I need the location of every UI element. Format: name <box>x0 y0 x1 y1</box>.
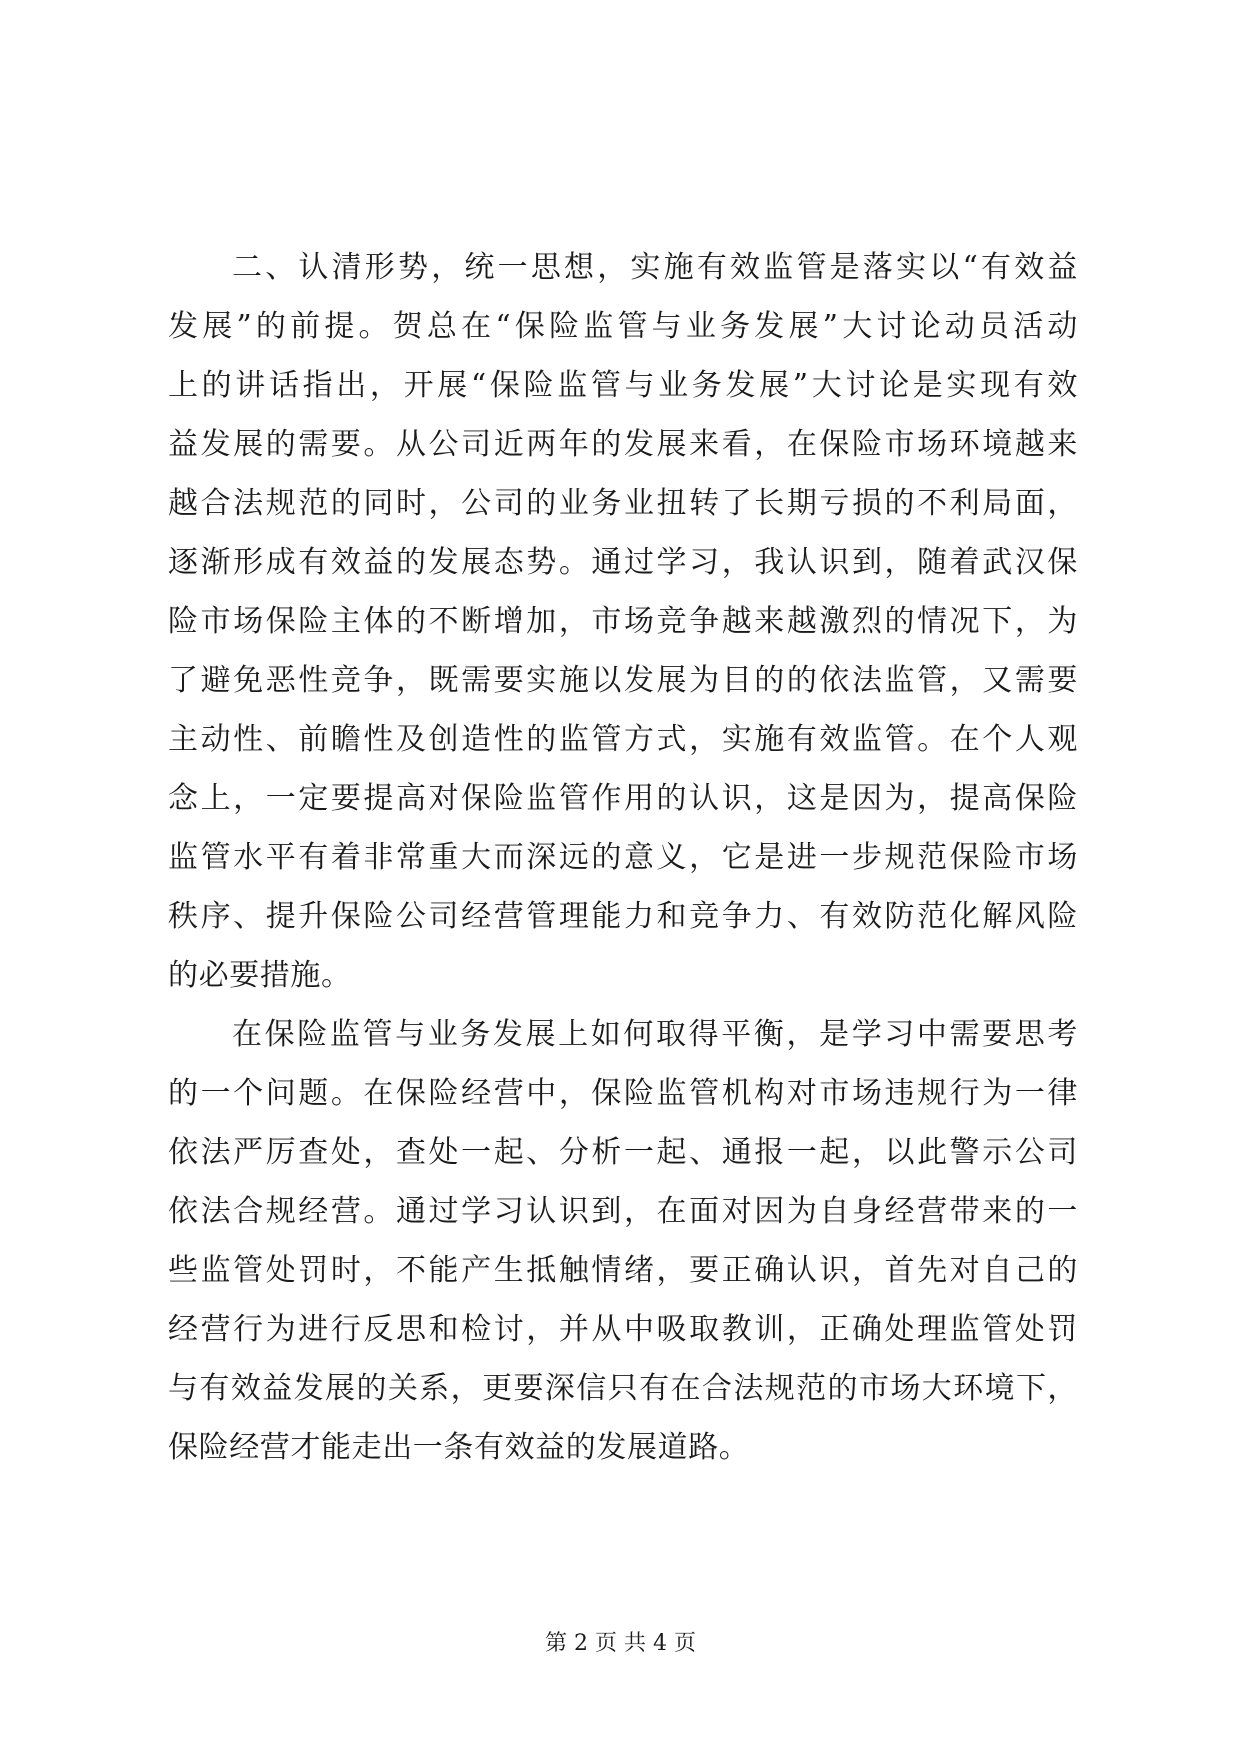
text-line: 经营行为进行反思和检讨，并从中吸取教训，正确处理监管处罚 <box>168 1312 1078 1347</box>
text-line: 逐渐形成有效益的发展态势。通过学习，我认识到，随着武汉保 <box>168 545 1078 580</box>
text-line: 秩序、提升保险公司经营管理能力和竞争力、有效防范化解风险 <box>168 899 1078 934</box>
page-number-footer: 第 2 页 共 4 页 <box>545 1631 696 1656</box>
text-line: 监管水平有着非常重大而深远的意义，它是进一步规范保险市场 <box>168 840 1078 875</box>
text-line: 险市场保险主体的不断增加，市场竞争越来越激烈的情况下，为 <box>168 604 1078 639</box>
text-line: 依法严厉查处，查处一起、分析一起、通报一起，以此警示公司 <box>168 1135 1078 1170</box>
paragraph-situation <box>168 238 1078 1005</box>
text-line: 益发展的需要。从公司近两年的发展来看，在保险市场环境越来 <box>168 427 1078 462</box>
text-line: 的必要措施。 <box>168 958 352 993</box>
text-line: 念上，一定要提高对保险监管作用的认识，这是因为，提高保险 <box>168 781 1078 816</box>
text-line: 二、认清形势，统一思想，实施有效监管是落实以“有效益 <box>232 250 1078 285</box>
text-line: 依法合规经营。通过学习认识到，在面对因为自身经营带来的一 <box>168 1194 1078 1229</box>
text-line: 保险经营才能走出一条有效益的发展道路。 <box>168 1430 750 1465</box>
text-line: 上的讲话指出，开展“保险监管与业务发展”大讨论是实现有效 <box>168 368 1078 403</box>
text-line: 在保险监管与业务发展上如何取得平衡，是学习中需要思考 <box>232 1017 1078 1052</box>
text-line: 与有效益发展的关系，更要深信只有在合法规范的市场大环境下， <box>168 1371 1078 1406</box>
text-line: 的一个问题。在保险经营中，保险监管机构对市场违规行为一律 <box>168 1076 1078 1111</box>
text-line: 了避免恶性竞争，既需要实施以发展为目的的依法监管，又需要 <box>168 663 1078 698</box>
text-line: 越合法规范的同时，公司的业务业扭转了长期亏损的不利局面， <box>168 486 1078 521</box>
document-body <box>168 238 1078 1477</box>
text-line: 些监管处罚时，不能产生抵触情绪，要正确认识，首先对自己的 <box>168 1253 1078 1288</box>
text-line: 主动性、前瞻性及创造性的监管方式，实施有效监管。在个人观 <box>168 722 1078 757</box>
text-line: 发展”的前提。贺总在“保险监管与业务发展”大讨论动员活动 <box>168 309 1078 344</box>
paragraph-balance <box>168 1005 1078 1477</box>
